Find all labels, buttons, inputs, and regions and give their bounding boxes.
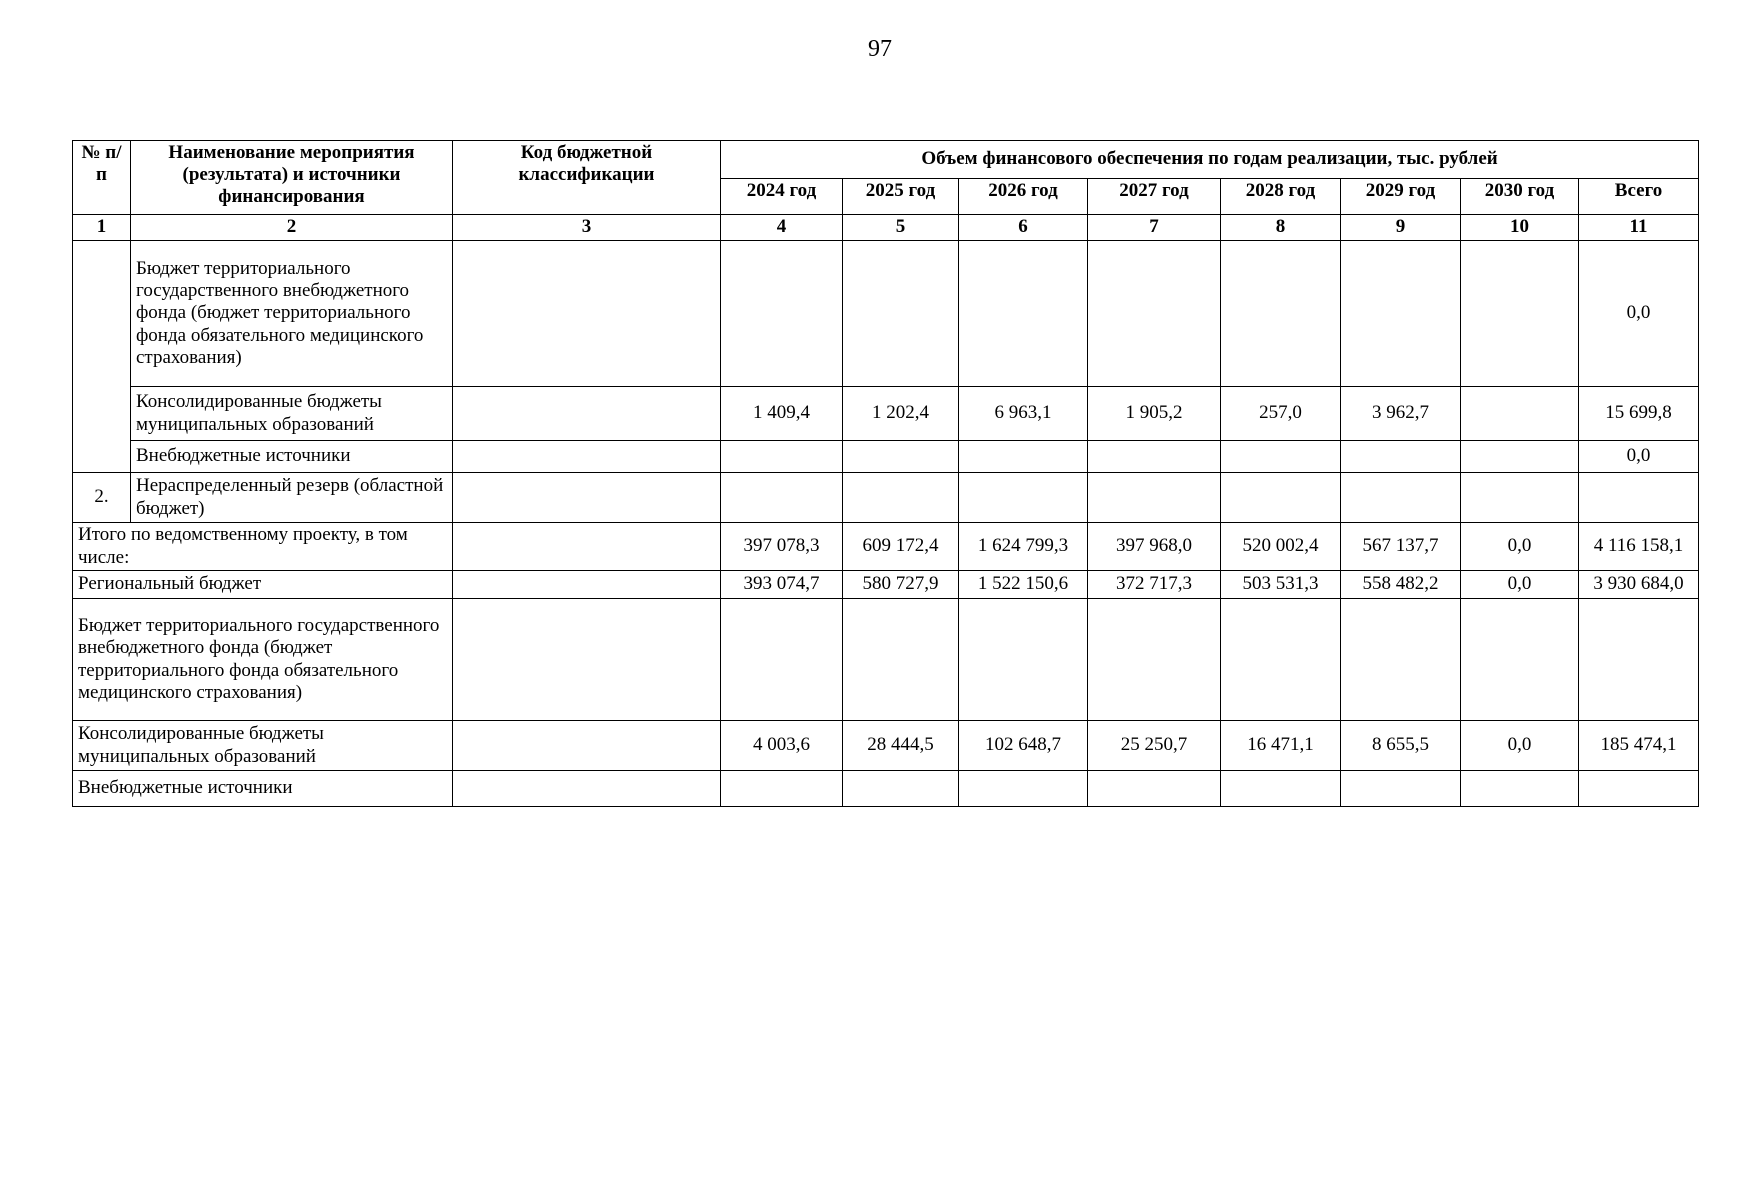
value-2029	[1341, 441, 1461, 473]
row-name: Внебюджетные источники	[131, 441, 453, 473]
value-2025	[843, 441, 959, 473]
table-row	[73, 241, 1699, 387]
value-2029	[1341, 771, 1461, 807]
row-code	[453, 241, 721, 387]
value-2030	[1461, 387, 1579, 441]
table-row	[73, 473, 1699, 523]
value-2025	[843, 241, 959, 387]
column-number: 8	[1221, 215, 1341, 241]
value-total: 185 474,1	[1579, 721, 1699, 771]
row-code	[453, 771, 721, 807]
value-2029	[1341, 473, 1461, 523]
value-2026: 102 648,7	[959, 721, 1088, 771]
row-name: Региональный бюджет	[73, 571, 453, 599]
page-number: 97	[868, 36, 892, 62]
column-number: 3	[453, 215, 721, 241]
row-name: Бюджет территориального государственного внебюджетного фонда (бюджет территориального фонда обязательного медицинского страхования)	[131, 241, 453, 387]
header-year-2029: 2029 год	[1341, 179, 1461, 215]
row-code	[453, 599, 721, 721]
funding-table	[72, 140, 1699, 807]
value-2027	[1088, 599, 1221, 721]
value-2024: 4 003,6	[721, 721, 843, 771]
row-name: Консолидированные бюджеты муниципальных образований	[131, 387, 453, 441]
header-year-2028: 2028 год	[1221, 179, 1341, 215]
header-year-2027: 2027 год	[1088, 179, 1221, 215]
header-year-2026: 2026 год	[959, 179, 1088, 215]
value-2029: 8 655,5	[1341, 721, 1461, 771]
value-2030: 0,0	[1461, 523, 1579, 571]
value-2030: 0,0	[1461, 721, 1579, 771]
value-2024	[721, 771, 843, 807]
value-2029: 3 962,7	[1341, 387, 1461, 441]
value-2026: 1 522 150,6	[959, 571, 1088, 599]
value-total	[1579, 771, 1699, 807]
header-year-2030: 2030 год	[1461, 179, 1579, 215]
value-2026: 1 624 799,3	[959, 523, 1088, 571]
column-number: 11	[1579, 215, 1699, 241]
value-total: 4 116 158,1	[1579, 523, 1699, 571]
header-code: Код бюджетной классификации	[453, 141, 721, 215]
value-2029: 558 482,2	[1341, 571, 1461, 599]
value-total: 3 930 684,0	[1579, 571, 1699, 599]
value-2024: 1 409,4	[721, 387, 843, 441]
value-2028: 257,0	[1221, 387, 1341, 441]
value-2026	[959, 441, 1088, 473]
header-name: Наименование мероприятия (результата) и источники финансирования	[131, 141, 453, 215]
row-name: Нераспределенный резерв (областной бюджет)	[131, 473, 453, 523]
value-2030: 0,0	[1461, 571, 1579, 599]
value-2028	[1221, 241, 1341, 387]
row-name: Консолидированные бюджеты муниципальных образований	[73, 721, 453, 771]
row-code	[453, 721, 721, 771]
column-number: 2	[131, 215, 453, 241]
row-num-cell	[73, 241, 131, 473]
row-name: Внебюджетные источники	[73, 771, 453, 807]
value-2030	[1461, 473, 1579, 523]
value-2028	[1221, 599, 1341, 721]
value-2025: 1 202,4	[843, 387, 959, 441]
value-2025: 28 444,5	[843, 721, 959, 771]
value-2029	[1341, 599, 1461, 721]
column-number: 9	[1341, 215, 1461, 241]
row-num: 2.	[73, 473, 131, 523]
column-number: 7	[1088, 215, 1221, 241]
value-2030	[1461, 241, 1579, 387]
value-2027: 25 250,7	[1088, 721, 1221, 771]
value-total: 0,0	[1579, 441, 1699, 473]
value-2027: 372 717,3	[1088, 571, 1221, 599]
table-row	[73, 523, 1699, 571]
header-year-2024: 2024 год	[721, 179, 843, 215]
value-2025	[843, 473, 959, 523]
value-2024	[721, 473, 843, 523]
value-2026	[959, 241, 1088, 387]
header-volume: Объем финансового обеспечения по годам реализации, тыс. рублей	[721, 141, 1699, 179]
row-code	[453, 473, 721, 523]
column-number: 10	[1461, 215, 1579, 241]
value-2025: 580 727,9	[843, 571, 959, 599]
row-name: Итого по ведомственному проекту, в том числе:	[73, 523, 453, 571]
value-2025	[843, 771, 959, 807]
value-2030	[1461, 771, 1579, 807]
value-2024	[721, 599, 843, 721]
value-2028: 503 531,3	[1221, 571, 1341, 599]
value-2026	[959, 599, 1088, 721]
table-row	[73, 599, 1699, 721]
value-2029	[1341, 241, 1461, 387]
column-number: 5	[843, 215, 959, 241]
value-2024	[721, 241, 843, 387]
value-2026	[959, 473, 1088, 523]
value-2026	[959, 771, 1088, 807]
value-total	[1579, 473, 1699, 523]
column-number: 6	[959, 215, 1088, 241]
value-2027	[1088, 241, 1221, 387]
value-2027: 397 968,0	[1088, 523, 1221, 571]
table-row	[73, 441, 1699, 473]
row-code	[453, 571, 721, 599]
value-2027: 1 905,2	[1088, 387, 1221, 441]
header-total: Всего	[1579, 179, 1699, 215]
value-total	[1579, 599, 1699, 721]
value-2024: 397 078,3	[721, 523, 843, 571]
value-2025: 609 172,4	[843, 523, 959, 571]
value-2024	[721, 441, 843, 473]
value-2027	[1088, 473, 1221, 523]
row-name: Бюджет территориального государственного внебюджетного фонда (бюджет территориального фонда обязательного медицинского страхования)	[73, 599, 453, 721]
header-num: № п/п	[73, 141, 131, 215]
table-row	[73, 721, 1699, 771]
value-2028: 520 002,4	[1221, 523, 1341, 571]
row-code	[453, 387, 721, 441]
table-row	[73, 387, 1699, 441]
row-code	[453, 441, 721, 473]
column-number: 1	[73, 215, 131, 241]
value-2027	[1088, 771, 1221, 807]
value-2024: 393 074,7	[721, 571, 843, 599]
value-2028	[1221, 473, 1341, 523]
value-total: 0,0	[1579, 241, 1699, 387]
value-2025	[843, 599, 959, 721]
value-2030	[1461, 441, 1579, 473]
column-number: 4	[721, 215, 843, 241]
value-2030	[1461, 599, 1579, 721]
value-2028	[1221, 441, 1341, 473]
value-2029: 567 137,7	[1341, 523, 1461, 571]
value-2028	[1221, 771, 1341, 807]
value-2028: 16 471,1	[1221, 721, 1341, 771]
value-2027	[1088, 441, 1221, 473]
value-2026: 6 963,1	[959, 387, 1088, 441]
row-code	[453, 523, 721, 571]
value-total: 15 699,8	[1579, 387, 1699, 441]
header-year-2025: 2025 год	[843, 179, 959, 215]
table-row	[73, 771, 1699, 807]
table-row	[73, 571, 1699, 599]
